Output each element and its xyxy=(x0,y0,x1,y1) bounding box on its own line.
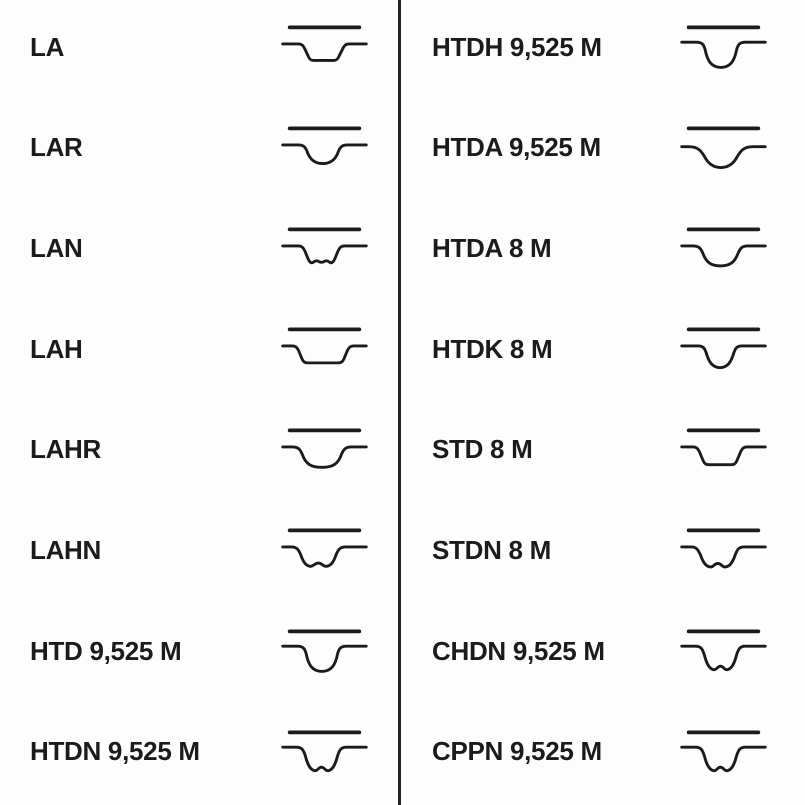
belt-tooth-profile-icon xyxy=(281,225,368,279)
belt-type-label: LA xyxy=(30,31,65,62)
belt-profile-row xyxy=(0,101,398,202)
belt-tooth-profile-icon xyxy=(680,124,767,178)
bell-u-tooth-line xyxy=(682,147,766,168)
u-notch-tooth-line xyxy=(682,547,766,567)
belt-tooth-profile-icon xyxy=(281,124,368,178)
belt-tooth-profile-icon xyxy=(680,225,767,279)
belt-tooth-profile-icon xyxy=(680,23,767,77)
trapezoid-std-tooth-line xyxy=(682,447,766,465)
deep-u-notch-tooth-line xyxy=(283,747,367,771)
belt-tooth-profile-icon xyxy=(680,627,767,681)
belt-type-label: LAR xyxy=(30,132,83,163)
belt-tooth-profile-icon xyxy=(680,325,767,379)
belt-tooth-profile-icon xyxy=(680,526,767,580)
belt-profile-row xyxy=(401,403,805,504)
deep-u-notch-tooth-line xyxy=(682,646,766,670)
belt-type-label: LAH xyxy=(30,333,83,364)
trapezoid-notch-tooth-line xyxy=(283,245,367,262)
belt-type-label: STD 8 M xyxy=(432,434,533,465)
trapezoid-tooth-line xyxy=(283,44,367,61)
belt-profile-row xyxy=(401,302,805,403)
belt-tooth-profile-icon xyxy=(281,325,368,379)
belt-type-label: LAHR xyxy=(30,434,102,465)
belt-type-label: HTDA 9,525 M xyxy=(432,132,601,163)
u-narrow-tooth-line xyxy=(682,346,766,368)
belt-type-label: HTDN 9,525 M xyxy=(30,736,200,767)
round-u-wide-tooth-line xyxy=(283,447,367,467)
belt-tooth-profile-icon xyxy=(281,728,368,782)
belt-type-label: CHDN 9,525 M xyxy=(432,635,605,666)
belt-tooth-profile-icon xyxy=(281,627,368,681)
belt-profile-row xyxy=(401,0,805,101)
belt-profile-row xyxy=(0,604,398,705)
belt-tooth-profile-icon xyxy=(281,23,368,77)
belt-profile-row xyxy=(0,302,398,403)
belt-profile-row xyxy=(401,101,805,202)
belt-profile-row xyxy=(0,201,398,302)
belt-type-label: HTDH 9,525 M xyxy=(432,31,602,62)
belt-profile-row xyxy=(401,503,805,604)
belt-profile-row xyxy=(0,0,398,101)
belt-tooth-profile-icon xyxy=(281,426,368,480)
belt-profile-row xyxy=(0,503,398,604)
belt-profile-row xyxy=(0,403,398,504)
belt-type-label: LAHN xyxy=(30,534,102,565)
belt-tooth-profile-icon xyxy=(680,728,767,782)
deep-u-notch-tooth-line xyxy=(682,747,766,771)
belt-profile-row xyxy=(401,604,805,705)
belt-tooth-profile-icon xyxy=(680,426,767,480)
right-column xyxy=(401,0,805,805)
deep-u-tooth-line xyxy=(682,42,766,67)
belt-type-label: STDN 8 M xyxy=(432,534,551,565)
deep-u-tooth-line xyxy=(283,646,367,671)
belt-type-label: CPPN 9,525 M xyxy=(432,736,602,767)
u-medium-tooth-line xyxy=(682,245,766,265)
belt-type-label: HTDA 8 M xyxy=(432,233,552,264)
belt-type-label: HTD 9,525 M xyxy=(30,635,182,666)
round-wide-notch-tooth-line xyxy=(283,547,367,566)
belt-tooth-profile-icon xyxy=(281,526,368,580)
belt-type-label: LAN xyxy=(30,233,83,264)
belt-type-label: HTDK 8 M xyxy=(432,333,553,364)
left-column xyxy=(0,0,398,805)
round-u-tooth-line xyxy=(283,145,367,164)
belt-profile-row xyxy=(401,201,805,302)
belt-profile-row xyxy=(401,704,805,805)
belt-profile-row xyxy=(0,704,398,805)
trapezoid-wide-tooth-line xyxy=(283,346,367,363)
